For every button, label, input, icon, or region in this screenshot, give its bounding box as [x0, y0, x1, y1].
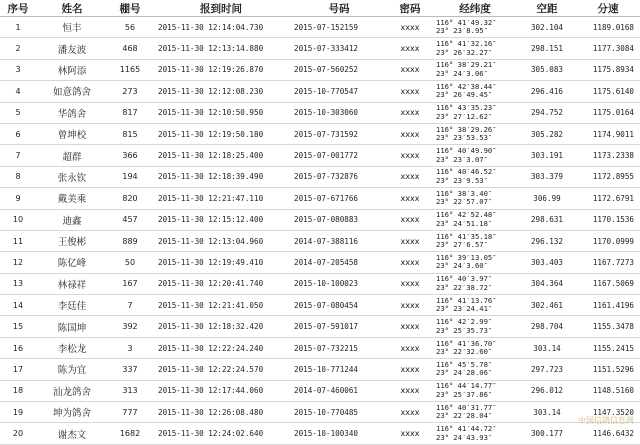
row-speed: 1148.5160: [576, 380, 640, 401]
row-time: 2015-11-30 12:19:26.870: [152, 59, 290, 80]
row-coord: [432, 252, 518, 273]
row-latitude: 23° 27′6.57″: [436, 241, 518, 250]
row-latitude: 23° 24′43.93″: [436, 434, 518, 443]
row-longitude: 116° 41′35.18″: [436, 233, 518, 242]
row-loft: 50: [108, 252, 152, 273]
row-loft: 366: [108, 145, 152, 166]
row-speed: 1146.6432: [576, 423, 640, 444]
row-distance: 298.151: [518, 38, 576, 59]
row-ring: 2014-07-205458: [290, 252, 388, 273]
row-distance: 306.99: [518, 188, 576, 209]
row-password: xxxx: [388, 188, 432, 209]
row-ring: 2015-07-333412: [290, 38, 388, 59]
row-latitude: 23° 24′3.06″: [436, 70, 518, 79]
row-time: 2015-11-30 12:24:02.640: [152, 423, 290, 444]
row-index: 3: [0, 59, 36, 80]
table-row: [0, 59, 640, 80]
row-speed: 1167.5069: [576, 273, 640, 294]
table-row: [0, 166, 640, 187]
row-latitude: 23° 24′28.06″: [436, 369, 518, 378]
row-latitude: 23° 26′49.45″: [436, 91, 518, 100]
table-row: [0, 38, 640, 59]
row-speed: 1167.7273: [576, 252, 640, 273]
row-longitude: 116° 43′35.23″: [436, 104, 518, 113]
row-speed: 1177.3084: [576, 38, 640, 59]
row-distance: 303.14: [518, 402, 576, 423]
row-name: 坤为鸽舍: [36, 402, 108, 423]
row-password: xxxx: [388, 337, 432, 358]
row-index: 6: [0, 123, 36, 144]
row-ring: 2015-07-591017: [290, 316, 388, 337]
row-latitude: 23° 23′24.41″: [436, 305, 518, 314]
row-latitude: 23° 27′12.62″: [436, 113, 518, 122]
row-ring: 2015-07-732876: [290, 166, 388, 187]
row-distance: 297.723: [518, 359, 576, 380]
row-password: xxxx: [388, 102, 432, 123]
row-index: 9: [0, 188, 36, 209]
row-time: 2015-11-30 12:18:39.490: [152, 166, 290, 187]
row-coord: [432, 337, 518, 358]
row-name: 陈亿峰: [36, 252, 108, 273]
row-latitude: 23° 25′37.86″: [436, 391, 518, 400]
row-longitude: 116° 44′14.77″: [436, 382, 518, 391]
row-name: 汕龙鸽舍: [36, 380, 108, 401]
row-loft: 777: [108, 402, 152, 423]
row-longitude: 116° 42′2.99″: [436, 318, 518, 327]
row-speed: 1175.8934: [576, 59, 640, 80]
row-coord: [432, 59, 518, 80]
table-row: [0, 209, 640, 230]
row-name: 王俊彬: [36, 230, 108, 251]
row-latitude: 23° 23′53.53″: [436, 134, 518, 143]
row-distance: 302.461: [518, 295, 576, 316]
row-ring: 2015-10-770547: [290, 81, 388, 102]
row-coord: [432, 380, 518, 401]
row-index: 19: [0, 402, 36, 423]
row-coord: [432, 188, 518, 209]
row-loft: 337: [108, 359, 152, 380]
row-longitude: 116° 40′31.77″: [436, 404, 518, 413]
row-coord: [432, 359, 518, 380]
row-password: xxxx: [388, 17, 432, 38]
row-coord: [432, 81, 518, 102]
row-password: xxxx: [388, 209, 432, 230]
table-row: [0, 380, 640, 401]
row-coord: [432, 209, 518, 230]
row-index: 11: [0, 230, 36, 251]
table-row: [0, 423, 640, 444]
row-longitude: 116° 41′13.76″: [436, 297, 518, 306]
table-row: [0, 252, 640, 273]
row-longitude: 116° 42′38.44″: [436, 83, 518, 92]
row-name: 谢杰文: [36, 423, 108, 444]
row-coord: [432, 295, 518, 316]
header-password: 密码: [388, 0, 432, 17]
row-password: xxxx: [388, 423, 432, 444]
row-name: 陈国坤: [36, 316, 108, 337]
row-time: 2015-11-30 12:22:24.240: [152, 337, 290, 358]
row-longitude: 116° 38′29.26″: [436, 126, 518, 135]
row-loft: 1165: [108, 59, 152, 80]
row-time: 2015-11-30 12:14:04.730: [152, 17, 290, 38]
row-ring: 2015-10-303060: [290, 102, 388, 123]
row-name: 恒丰: [36, 17, 108, 38]
header-coord: 经纬度: [432, 0, 518, 17]
row-latitude: 23° 25′35.73″: [436, 327, 518, 336]
row-password: xxxx: [388, 273, 432, 294]
row-time: 2015-11-30 12:20:41.740: [152, 273, 290, 294]
row-loft: 468: [108, 38, 152, 59]
row-time: 2015-11-30 12:13:14.880: [152, 38, 290, 59]
row-speed: 1155.3478: [576, 316, 640, 337]
row-speed: 1172.6791: [576, 188, 640, 209]
row-password: xxxx: [388, 230, 432, 251]
row-loft: 313: [108, 380, 152, 401]
row-latitude: 23° 22′38.72″: [436, 284, 518, 293]
row-distance: 303.14: [518, 337, 576, 358]
row-latitude: 23° 22′57.07″: [436, 198, 518, 207]
row-latitude: 23° 24′3.60″: [436, 262, 518, 271]
row-ring: 2015-07-732215: [290, 337, 388, 358]
row-password: xxxx: [388, 295, 432, 316]
table-row: [0, 359, 640, 380]
row-name: 李松龙: [36, 337, 108, 358]
row-coord: [432, 316, 518, 337]
row-index: 13: [0, 273, 36, 294]
row-loft: 56: [108, 17, 152, 38]
row-name: 李廷佳: [36, 295, 108, 316]
row-index: 18: [0, 380, 36, 401]
row-name: 曾坤校: [36, 123, 108, 144]
row-name: 林禄祥: [36, 273, 108, 294]
row-index: 20: [0, 423, 36, 444]
row-distance: 296.416: [518, 81, 576, 102]
row-longitude: 116° 40′3.97″: [436, 275, 518, 284]
row-loft: 820: [108, 188, 152, 209]
row-speed: 1173.2338: [576, 145, 640, 166]
row-name: 林阿添: [36, 59, 108, 80]
row-index: 8: [0, 166, 36, 187]
row-loft: 457: [108, 209, 152, 230]
row-speed: 1175.6140: [576, 81, 640, 102]
row-index: 14: [0, 295, 36, 316]
row-distance: 300.177: [518, 423, 576, 444]
row-loft: 3: [108, 337, 152, 358]
row-speed: 1155.2415: [576, 337, 640, 358]
row-index: 7: [0, 145, 36, 166]
row-name: 迪鑫: [36, 209, 108, 230]
row-loft: 815: [108, 123, 152, 144]
row-loft: 817: [108, 102, 152, 123]
row-longitude: 116° 38′3.40″: [436, 190, 518, 199]
table-row: [0, 81, 640, 102]
row-password: xxxx: [388, 59, 432, 80]
row-loft: 1682: [108, 423, 152, 444]
row-ring: 2015-07-001772: [290, 145, 388, 166]
row-ring: 2015-07-731592: [290, 123, 388, 144]
row-time: 2015-11-30 12:21:41.050: [152, 295, 290, 316]
row-coord: [432, 17, 518, 38]
table-row: [0, 17, 640, 38]
table-row: [0, 337, 640, 358]
header-name: 姓名: [36, 0, 108, 17]
row-ring: 2015-10-770485: [290, 402, 388, 423]
row-longitude: 116° 41′36.70″: [436, 340, 518, 349]
table-row: [0, 102, 640, 123]
row-password: xxxx: [388, 81, 432, 102]
table-row: [0, 316, 640, 337]
row-loft: 194: [108, 166, 152, 187]
row-time: 2015-11-30 12:21:47.110: [152, 188, 290, 209]
row-index: 12: [0, 252, 36, 273]
row-password: xxxx: [388, 123, 432, 144]
row-coord: [432, 102, 518, 123]
row-distance: 305.282: [518, 123, 576, 144]
row-ring: 2015-10-100340: [290, 423, 388, 444]
header-loft: 棚号: [108, 0, 152, 17]
row-coord: [432, 123, 518, 144]
row-ring: 2014-07-388116: [290, 230, 388, 251]
row-index: 16: [0, 337, 36, 358]
row-name: 超群: [36, 145, 108, 166]
row-ring: 2015-07-671766: [290, 188, 388, 209]
row-time: 2015-11-30 12:13:04.960: [152, 230, 290, 251]
row-index: 1: [0, 17, 36, 38]
row-ring: 2015-07-080454: [290, 295, 388, 316]
row-ring: 2015-07-152159: [290, 17, 388, 38]
row-coord: [432, 230, 518, 251]
row-password: xxxx: [388, 166, 432, 187]
row-loft: 7: [108, 295, 152, 316]
row-speed: 1172.8955: [576, 166, 640, 187]
row-speed: 1175.0164: [576, 102, 640, 123]
row-longitude: 116° 41′44.72″: [436, 425, 518, 434]
row-latitude: 23° 22′32.60″: [436, 348, 518, 357]
header-speed: 分速: [576, 0, 640, 17]
watermark-logo: 中国信鸽信息网: [578, 415, 634, 426]
row-longitude: 116° 45′5.78″: [436, 361, 518, 370]
row-distance: 302.104: [518, 17, 576, 38]
row-name: 如意鸽舍: [36, 81, 108, 102]
row-ring: 2015-10-771244: [290, 359, 388, 380]
row-distance: 296.132: [518, 230, 576, 251]
row-ring: 2015-10-100023: [290, 273, 388, 294]
row-time: 2015-11-30 12:19:50.180: [152, 123, 290, 144]
row-longitude: 116° 41′49.32″: [436, 19, 518, 28]
row-latitude: 23° 26′32.27″: [436, 49, 518, 58]
row-password: xxxx: [388, 145, 432, 166]
row-coord: [432, 38, 518, 59]
row-name: 潘友波: [36, 38, 108, 59]
row-longitude: 116° 40′46.52″: [436, 168, 518, 177]
row-coord: [432, 273, 518, 294]
row-distance: 303.403: [518, 252, 576, 273]
row-speed: 1161.4196: [576, 295, 640, 316]
row-loft: 392: [108, 316, 152, 337]
row-longitude: 116° 41′32.16″: [436, 40, 518, 49]
row-index: 17: [0, 359, 36, 380]
row-name: 张永钦: [36, 166, 108, 187]
row-ring: 2015-07-560252: [290, 59, 388, 80]
row-name: 戴美乘: [36, 188, 108, 209]
row-longitude: 116° 40′49.90″: [436, 147, 518, 156]
row-password: xxxx: [388, 38, 432, 59]
row-password: xxxx: [388, 402, 432, 423]
row-longitude: 116° 38′29.21″: [436, 61, 518, 70]
row-password: xxxx: [388, 316, 432, 337]
row-longitude: 116° 42′52.48″: [436, 211, 518, 220]
row-time: 2015-11-30 12:12:08.230: [152, 81, 290, 102]
row-latitude: 23° 24′51.18″: [436, 220, 518, 229]
row-latitude: 23° 23′8.95″: [436, 27, 518, 36]
table-row: [0, 402, 640, 423]
row-ring: 2014-07-460061: [290, 380, 388, 401]
row-coord: [432, 166, 518, 187]
row-password: xxxx: [388, 252, 432, 273]
row-distance: 305.083: [518, 59, 576, 80]
row-distance: 303.191: [518, 145, 576, 166]
header-row: [0, 0, 640, 17]
row-index: 15: [0, 316, 36, 337]
row-speed: 1147.3520: [576, 402, 640, 423]
row-distance: 304.364: [518, 273, 576, 294]
row-latitude: 23° 23′9.53″: [436, 177, 518, 186]
row-coord: [432, 145, 518, 166]
row-time: 2015-11-30 12:26:08.480: [152, 402, 290, 423]
row-speed: 1189.0168: [576, 17, 640, 38]
table-row: [0, 145, 640, 166]
row-name: 华鸽舍: [36, 102, 108, 123]
row-name: 陈为宜: [36, 359, 108, 380]
row-index: 2: [0, 38, 36, 59]
header-index: 序号: [0, 0, 36, 17]
row-index: 4: [0, 81, 36, 102]
table-row: [0, 295, 640, 316]
row-ring: 2015-07-080883: [290, 209, 388, 230]
row-index: 5: [0, 102, 36, 123]
row-speed: 1151.5296: [576, 359, 640, 380]
row-coord: [432, 402, 518, 423]
row-index: 10: [0, 209, 36, 230]
row-time: 2015-11-30 12:10:50.950: [152, 102, 290, 123]
row-speed: 1170.1536: [576, 209, 640, 230]
row-password: xxxx: [388, 359, 432, 380]
table-row: [0, 230, 640, 251]
row-time: 2015-11-30 12:17:44.060: [152, 380, 290, 401]
header-ring: 号码: [290, 0, 388, 17]
header-distance: 空距: [518, 0, 576, 17]
row-time: 2015-11-30 12:15:12.400: [152, 209, 290, 230]
row-distance: 296.012: [518, 380, 576, 401]
table-row: [0, 188, 640, 209]
row-longitude: 116° 39′13.05″: [436, 254, 518, 263]
row-loft: 889: [108, 230, 152, 251]
row-time: 2015-11-30 12:18:32.420: [152, 316, 290, 337]
row-time: 2015-11-30 12:19:49.410: [152, 252, 290, 273]
row-distance: 298.631: [518, 209, 576, 230]
row-loft: 167: [108, 273, 152, 294]
row-coord: [432, 423, 518, 444]
row-distance: 303.379: [518, 166, 576, 187]
table-row: [0, 123, 640, 144]
row-password: xxxx: [388, 380, 432, 401]
row-loft: 273: [108, 81, 152, 102]
row-time: 2015-11-30 12:22:24.570: [152, 359, 290, 380]
row-latitude: 23° 23′3.07″: [436, 156, 518, 165]
row-time: 2015-11-30 12:18:25.400: [152, 145, 290, 166]
header-time: 报到时间: [152, 0, 290, 17]
row-speed: 1174.9011: [576, 123, 640, 144]
row-distance: 298.704: [518, 316, 576, 337]
row-distance: 294.752: [518, 102, 576, 123]
row-speed: 1170.0999: [576, 230, 640, 251]
table-row: [0, 273, 640, 294]
row-latitude: 23° 22′28.04″: [436, 412, 518, 421]
